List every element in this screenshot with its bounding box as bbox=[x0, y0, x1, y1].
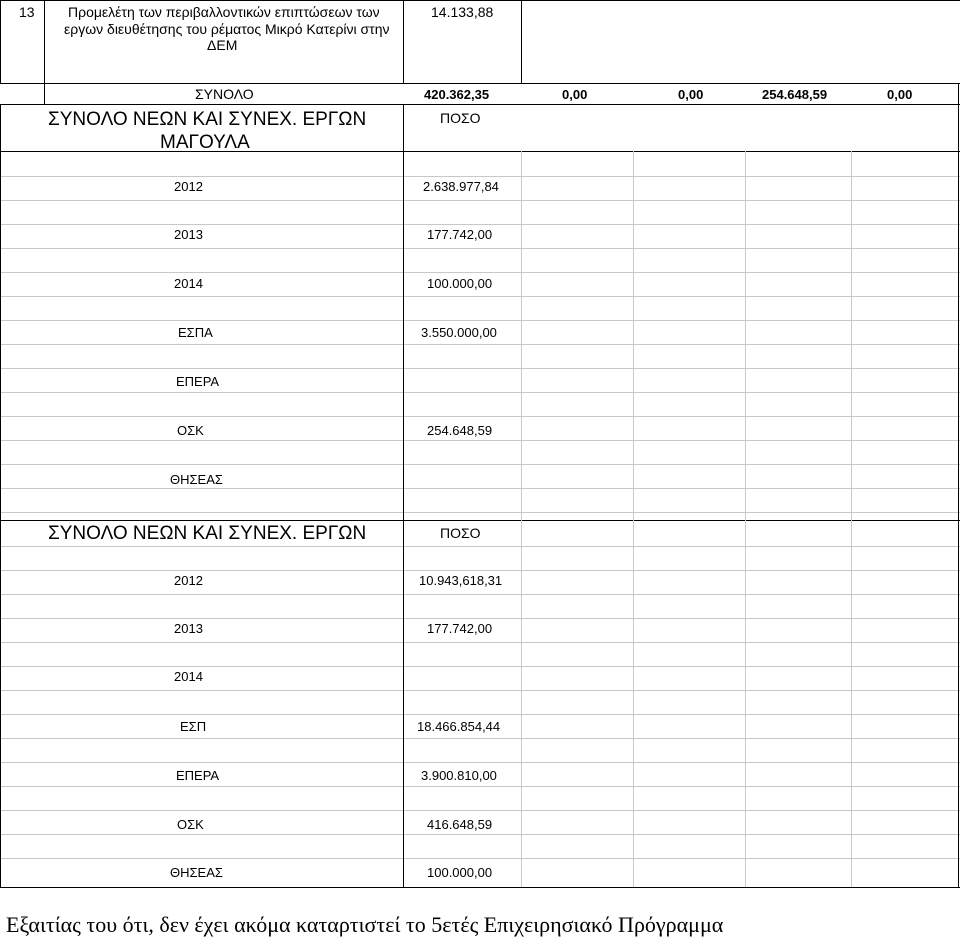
total-row-amount: 416.648,59 bbox=[427, 817, 493, 832]
section-magoula-title-line-1: ΣΥΝΟΛΟ ΝΕΩΝ ΚΑΙ ΣΥΝΕΧ. ΕΡΓΩΝ bbox=[48, 109, 367, 130]
totals-value-1: 420.362,35 bbox=[424, 87, 490, 102]
totals-value-5: 0,00 bbox=[887, 87, 913, 102]
total-row-amount: 100.000,00 bbox=[427, 865, 493, 880]
section-total-title: ΣΥΝΟΛΟ ΝΕΩΝ ΚΑΙ ΣΥΝΕΧ. ΕΡΓΩΝ bbox=[48, 523, 367, 544]
total-row-label: 2012 bbox=[174, 573, 203, 588]
section-magoula-title-line-2: ΜΑΓΟΥΛΑ bbox=[160, 132, 250, 153]
magoula-row-label: ΕΠΕΡΑ bbox=[176, 374, 220, 389]
total-row-amount: 18.466.854,44 bbox=[417, 719, 501, 734]
total-row-label: ΕΣΠ bbox=[180, 719, 207, 734]
magoula-row-amount: 2.638.977,84 bbox=[423, 179, 499, 194]
footer-paragraph: Εξαιτίας του ότι, δεν έχει ακόμα καταρτιστεί το 5ετές Επιχειρησιακό Πρόγραμμα bbox=[6, 912, 724, 937]
total-row-label: ΘΗΣΕΑΣ bbox=[170, 865, 223, 880]
total-row-label: ΟΣΚ bbox=[177, 817, 204, 832]
project-description-line-1: Προμελέτη των περιβαλλοντικών επιπτώσεων των bbox=[68, 4, 380, 20]
magoula-row-label: 2014 bbox=[174, 276, 203, 291]
totals-value-3: 0,00 bbox=[678, 87, 704, 102]
total-row-label: ΕΠΕΡΑ bbox=[176, 768, 220, 783]
magoula-row-label: 2012 bbox=[174, 179, 203, 194]
magoula-row-label: ΟΣΚ bbox=[177, 423, 204, 438]
magoula-row-amount: 254.648,59 bbox=[427, 423, 493, 438]
total-row-label: 2014 bbox=[174, 669, 203, 684]
magoula-row-label: ΘΗΣΕΑΣ bbox=[170, 472, 223, 487]
row-number: 13 bbox=[19, 4, 35, 20]
total-row-label: 2013 bbox=[174, 621, 203, 636]
total-row-amount: 10.943,618,31 bbox=[419, 573, 503, 588]
totals-value-2: 0,00 bbox=[562, 87, 588, 102]
magoula-row-amount: 3.550.000,00 bbox=[421, 325, 497, 340]
magoula-row-amount: 177.742,00 bbox=[427, 227, 493, 242]
project-amount: 14.133,88 bbox=[431, 4, 494, 20]
magoula-row-label: 2013 bbox=[174, 227, 203, 242]
section-total-amount-header: ΠΟΣΟ bbox=[440, 525, 481, 541]
project-description-line-2: εργων διευθέτησης του ρέματος Μικρό Κατερίνι στην bbox=[64, 21, 390, 37]
totals-value-4: 254.648,59 bbox=[762, 87, 828, 102]
total-row-amount: 3.900.810,00 bbox=[421, 768, 497, 783]
project-description-line-3: ΔΕΜ bbox=[207, 37, 238, 53]
magoula-row-label: ΕΣΠΑ bbox=[178, 325, 213, 340]
total-row-amount: 177.742,00 bbox=[427, 621, 493, 636]
section-magoula-amount-header: ΠΟΣΟ bbox=[440, 110, 481, 126]
totals-label: ΣΥΝΟΛΟ bbox=[195, 86, 254, 102]
magoula-row-amount: 100.000,00 bbox=[427, 276, 493, 291]
